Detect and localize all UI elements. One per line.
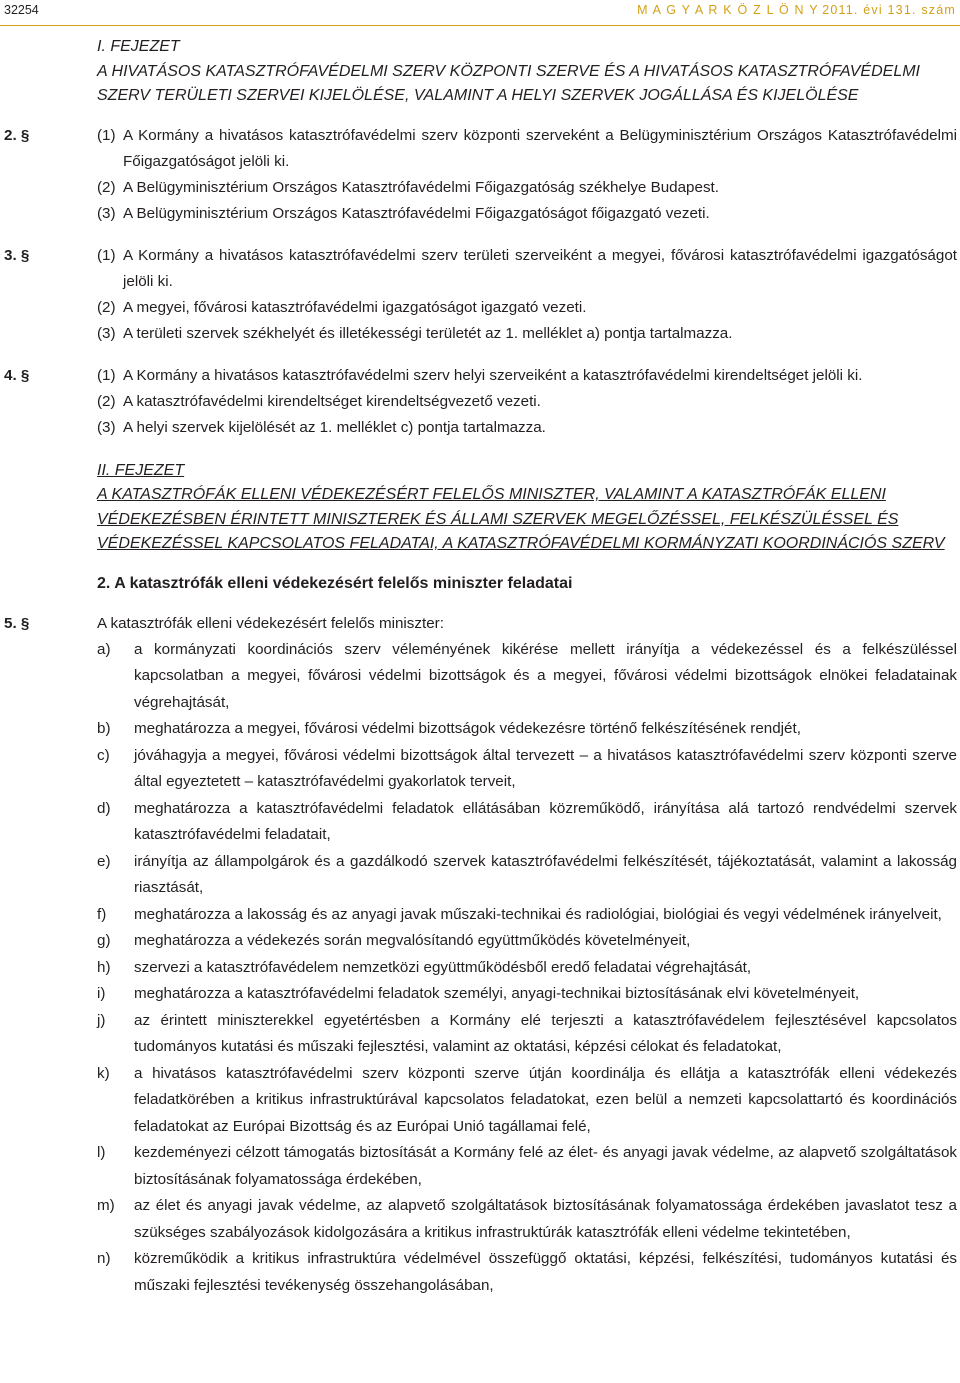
list-item: [97, 637, 957, 717]
paragraph-text: A Belügyminisztérium Országos Katasztrófavédelmi Főigazgatóság székhelye Budapest.: [123, 178, 719, 196]
paragraph-number: (1): [97, 366, 116, 384]
section-body: [97, 243, 957, 347]
document-body: [0, 35, 960, 1299]
list-item: [97, 928, 957, 955]
section-2: [0, 123, 960, 227]
item-text: kezdeményezi célzott támogatás biztosítását a Kormány felé az élet- és anyagi javak védelme, az alapvető szolgáltatások biztosításának folyamatossága érdekében,: [134, 1144, 957, 1188]
paragraph-number: (1): [97, 246, 116, 264]
list-item: [97, 955, 957, 982]
list-item: [97, 849, 957, 902]
item-letter: d): [97, 799, 111, 817]
page-number: 32254: [4, 3, 39, 17]
paragraph-text: A Kormány a hivatásos katasztrófavédelmi szerv központi szerveként a Belügyminisztérium Országos Katasztrófavédelmi Főigazgatóságot jelöli ki.: [123, 126, 957, 170]
journal-issue: 2011. évi 131. szám: [822, 3, 956, 17]
paragraph: [97, 415, 957, 441]
chapter-1-line-2: SZERV TERÜLETI SZERVEI KIJELÖLÉSE, VALAMINT A HELYI SZERVEK JOGÁLLÁSA ÉS KIJELÖLÉSE: [97, 87, 859, 104]
item-text: az érintett miniszterekkel egyetértésben a Kormány elé terjeszti a katasztrófavédelem fejlesztésével kapcsolatos tudományos kutatási és műszaki fejlesztési, valamint az oktatási, képzési célokat és feladatokat,: [134, 1011, 957, 1055]
item-letter: k): [97, 1064, 110, 1082]
item-text: jóváhagyja a megyei, fővárosi védelmi bizottságok által tervezett – a hivatásos katasztrófavédelmi szerv központi szerve által egyeztetett – katasztrófavédelmi gyakorlatok terveit,: [134, 746, 957, 790]
paragraph-text: A katasztrófavédelmi kirendeltséget kirendeltségvezető vezeti.: [123, 392, 541, 410]
item-letter: e): [97, 852, 111, 870]
section-body: [97, 611, 957, 1300]
section-body: [97, 123, 957, 227]
paragraph: [97, 295, 957, 321]
item-letter: i): [97, 985, 106, 1002]
chapter-2-line-3: VÉDEKEZÉSSEL KAPCSOLATOS FELADATAI, A KATASZTRÓFAVÉDELMI KORMÁNYZATI KOORDINÁCIÓS SZERV: [97, 535, 945, 552]
section-body: [97, 363, 957, 441]
item-letter: l): [97, 1144, 106, 1161]
subheading: 2. A katasztrófák elleni védekezésért felelős miniszter feladatai: [97, 574, 573, 592]
item-list: [97, 637, 957, 1300]
paragraph-number: (2): [97, 298, 116, 316]
chapter-1-line-1: A HIVATÁSOS KATASZTRÓFAVÉDELMI SZERV KÖZPONTI SZERVE ÉS A HIVATÁSOS KATASZTRÓFAVÉDELMI: [97, 62, 920, 80]
list-item: [97, 1140, 957, 1193]
paragraph-text: A területi szervek székhelyét és illetékességi területét az 1. melléklet a) pontja tartalmazza.: [123, 324, 733, 342]
section-number: 4. §: [4, 366, 30, 384]
section-4: [0, 363, 960, 441]
paragraph: [97, 363, 957, 389]
item-letter: h): [97, 958, 111, 976]
section-intro: A katasztrófák elleni védekezésért felelős miniszter:: [97, 614, 444, 632]
list-item: [97, 1008, 957, 1061]
section-5: [0, 611, 960, 1300]
list-item: [97, 796, 957, 849]
page-header: [0, 0, 960, 26]
chapter-2-heading: [97, 459, 960, 557]
paragraph: [97, 321, 957, 347]
item-text: a kormányzati koordinációs szerv véleményének kikérése mellett irányítja a védekezéssel és a felkészüléssel kapcsolatban a megyei, fővárosi védelmi bizottságok és a megyei, fővárosi védelmi bizottságok elnökei feladatainak végrehajtását,: [134, 640, 957, 711]
item-text: közreműködik a kritikus infrastruktúra védelmével összefüggő oktatási, képzési, felkészítési, tudományos kutatási és műszaki fejlesztési tevékenység összehangolásában,: [134, 1250, 957, 1294]
item-text: irányítja az állampolgárok és a gazdálkodó szervek katasztrófavédelmi felkészítését, tájékoztatását, valamint a lakosság riasztását,: [134, 852, 957, 896]
chapter-1-heading: [97, 35, 960, 109]
list-item: [97, 902, 957, 929]
section-number: 3. §: [4, 246, 30, 264]
item-letter: f): [97, 905, 107, 923]
paragraph-text: A megyei, fővárosi katasztrófavédelmi igazgatóságot igazgató vezeti.: [123, 298, 587, 316]
chapter-2-line-2: VÉDEKEZÉSBEN ÉRINTETT MINISZTEREK ÉS ÁLLAMI SZERVEK MEGELŐZÉSSEL, FELKÉSZÜLÉSSEL ÉS: [97, 510, 899, 528]
paragraph-text: A Belügyminisztérium Országos Katasztrófavédelmi Főigazgatóságot főigazgató vezeti.: [123, 204, 710, 222]
journal-title: M A G Y A R K Ö Z L Ö N Y: [637, 3, 819, 17]
paragraph-number: (3): [97, 204, 116, 222]
item-letter: g): [97, 932, 111, 949]
item-text: szervezi a katasztrófavédelem nemzetközi együttműködésből eredő feladatai végrehajtását,: [134, 958, 752, 976]
journal-header: [637, 3, 956, 17]
item-text: meghatározza a megyei, fővárosi védelmi bizottságok védekezésre történő felkészítésének rendjét,: [134, 720, 801, 737]
list-item: [97, 1193, 957, 1246]
item-letter: j): [97, 1011, 106, 1029]
list-item: [97, 716, 957, 743]
list-item: [97, 1246, 957, 1299]
section-3: [0, 243, 960, 347]
item-letter: c): [97, 746, 110, 764]
paragraph-text: A helyi szervek kijelölését az 1. melléklet c) pontja tartalmazza.: [123, 418, 546, 436]
paragraph-number: (2): [97, 392, 116, 410]
chapter-2-line-1: A KATASZTRÓFÁK ELLENI VÉDEKEZÉSÉRT FELELŐS MINISZTER, VALAMINT A KATASZTRÓFÁK ELLENI: [97, 486, 886, 503]
item-letter: n): [97, 1250, 111, 1267]
item-text: meghatározza a katasztrófavédelmi feladatok személyi, anyagi-technikai biztosításának elvi követelményeit,: [134, 985, 860, 1002]
item-text: meghatározza a lakosság és az anyagi javak műszaki-technikai és radiológiai, biológiai és vegyi védelmének irányelveit,: [134, 905, 942, 923]
item-text: a hivatásos katasztrófavédelmi szerv központi szerve útján koordinálja és ellátja a katasztrófák elleni védekezés feladatkörében a kritikus infrastruktúrával kapcsolatos feladatokat, ezen belül a nemzeti kapcsolattartó és koordinációs feladatokat az Európai Bizottság és az Európai Unió tagállamai felé,: [134, 1064, 957, 1135]
chapter-1-title: I. FEJEZET: [97, 38, 180, 55]
list-item: [97, 743, 957, 796]
item-text: meghatározza a katasztrófavédelmi feladatok ellátásában közreműködő, irányítása alá tartozó rendvédelmi szervek katasztrófavédelmi feladatait,: [134, 799, 957, 843]
list-item: [97, 981, 957, 1008]
paragraph: [97, 123, 957, 175]
paragraph: [97, 175, 957, 201]
paragraph: [97, 389, 957, 415]
paragraph: [97, 201, 957, 227]
item-letter: a): [97, 640, 111, 658]
paragraph-number: (1): [97, 126, 116, 144]
paragraph: [97, 243, 957, 295]
header-rule: [0, 25, 960, 26]
section-number: 2. §: [4, 126, 30, 144]
paragraph-number: (3): [97, 418, 116, 436]
item-letter: b): [97, 720, 111, 737]
section-number: 5. §: [4, 614, 30, 632]
paragraph-text: A Kormány a hivatásos katasztrófavédelmi szerv területi szerveiként a megyei, fővárosi katasztrófavédelmi igazgatóságot jelöli ki.: [123, 246, 957, 290]
item-text: az élet és anyagi javak védelme, az alapvető szolgáltatások biztosításának folyamatossága érdekében javaslatot tesz a szükséges szabályozások kidolgozására a kritikus infrastruktúrák katasztrófák elleni védelme tekintetében,: [134, 1197, 957, 1241]
item-text: meghatározza a védekezés során megvalósítandó együttműködés követelményeit,: [134, 932, 691, 949]
paragraph-number: (3): [97, 324, 116, 342]
chapter-2-title: II. FEJEZET: [97, 461, 185, 479]
paragraph-number: (2): [97, 178, 116, 196]
paragraph-text: A Kormány a hivatásos katasztrófavédelmi szerv helyi szerveiként a katasztrófavédelmi kirendeltséget jelöli ki.: [123, 366, 863, 384]
list-item: [97, 1061, 957, 1141]
item-letter: m): [97, 1197, 115, 1214]
